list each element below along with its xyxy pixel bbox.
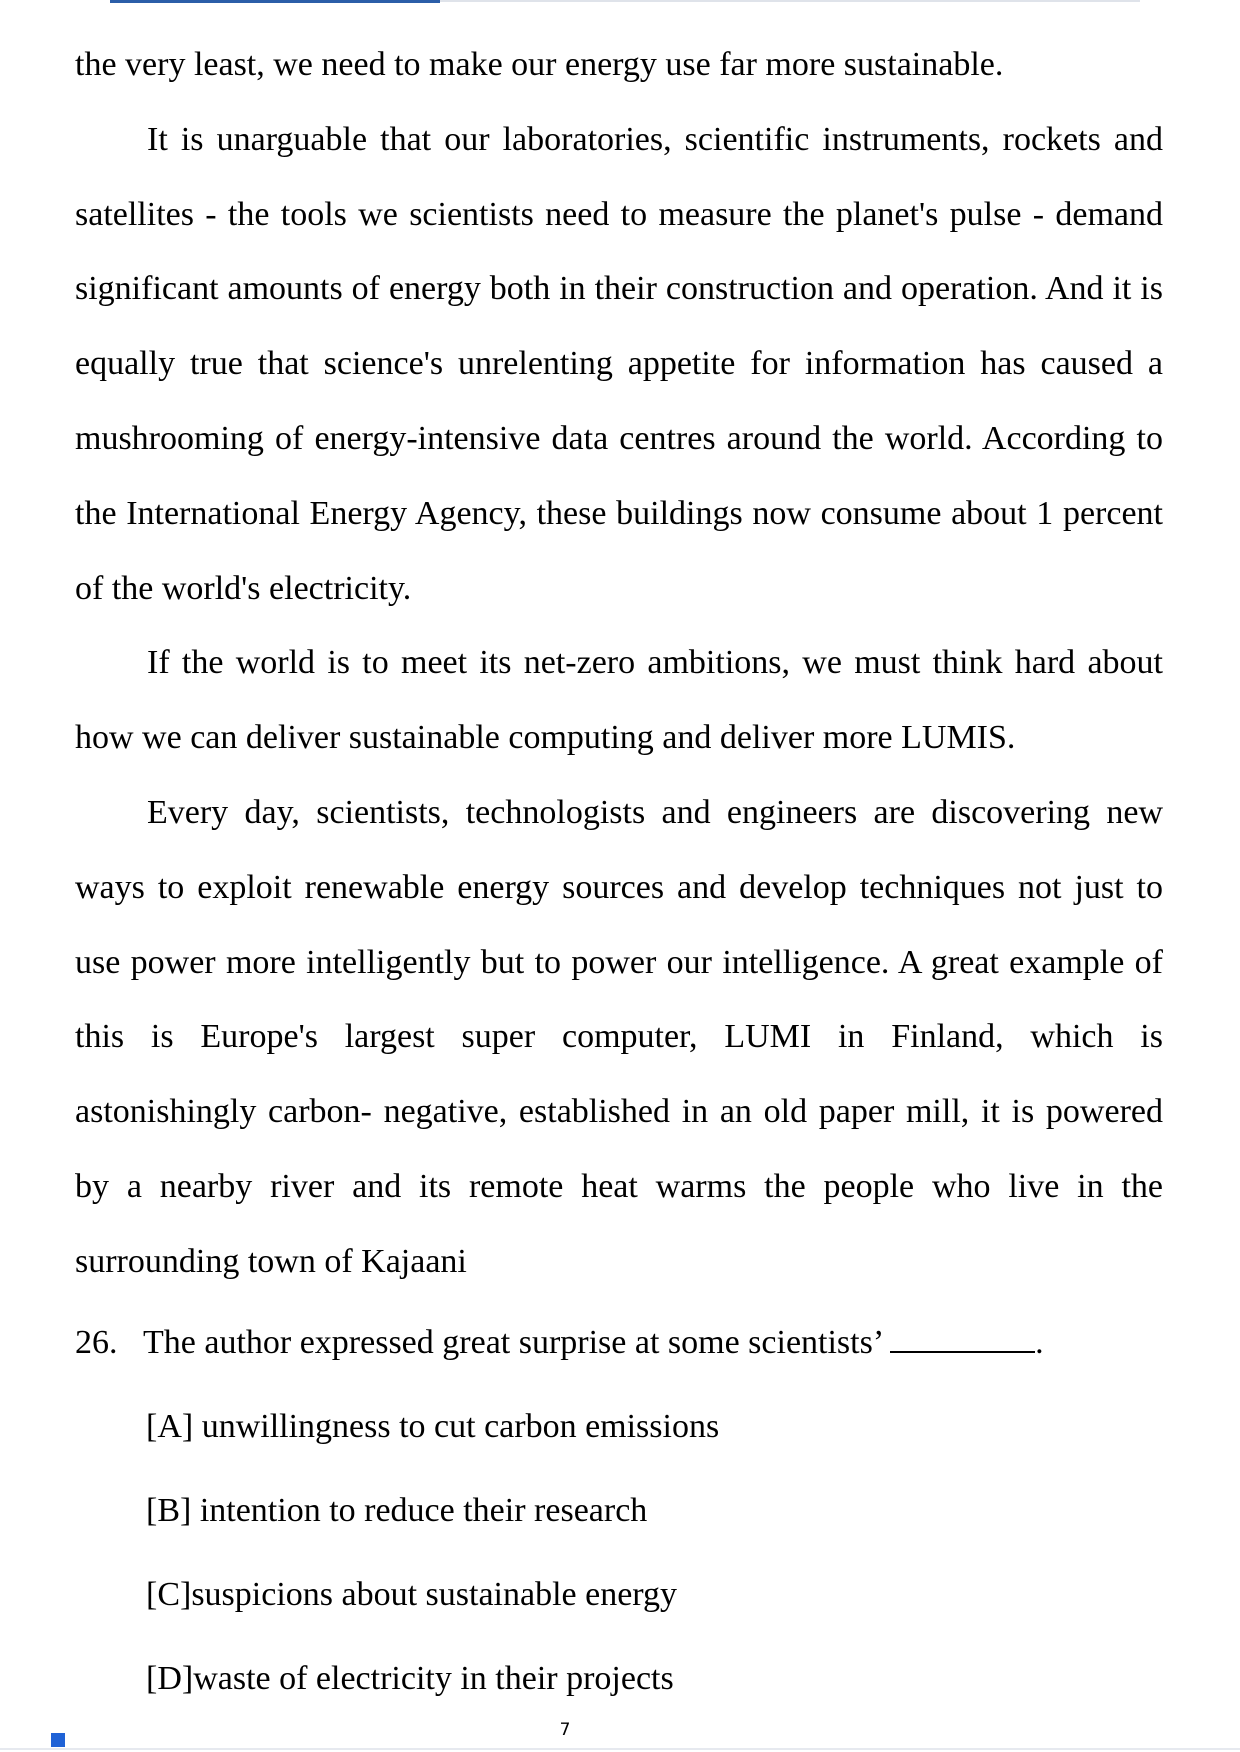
question-26 xyxy=(75,1318,1044,1368)
answer-blank xyxy=(890,1321,1035,1353)
option-c[interactable]: [C]suspicions about sustainable energy xyxy=(146,1576,678,1613)
page-number: 7 xyxy=(559,1720,571,1740)
passage-paragraph: If the world is to meet its net-zero ambitions, we must think hard about how we can deliver sustainable computing and deliver more LUMIS. xyxy=(75,644,1163,757)
bottom-divider xyxy=(0,1748,1240,1750)
option-a[interactable]: [A] unwillingness to cut carbon emissions xyxy=(146,1408,720,1445)
question-number: 26. xyxy=(75,1324,118,1361)
passage xyxy=(75,28,1163,1300)
top-accent-bar xyxy=(110,0,440,3)
passage-paragraph: Every day, scientists, technologists and engineers are discovering new ways to exploit renewable energy sources and develop techniques not just to use power more intelligently but to power our intelligence. A great example of this is Europe's largest super computer, LUMI in Finland, which is astonishingly carbon- negative, established in an old paper mill, it is powered by a nearby river and its remote heat warms the people who live in the surrounding town of Kajaani xyxy=(75,793,1163,1280)
option-d[interactable]: [D]waste of electricity in their projects xyxy=(146,1660,674,1697)
option-b[interactable]: [B] intention to reduce their research xyxy=(146,1492,648,1529)
answer-options xyxy=(146,1402,719,1738)
question-end: . xyxy=(1035,1324,1044,1361)
passage-paragraph: the very least, we need to make our energy use far more sustainable. xyxy=(75,46,1004,83)
corner-square-icon xyxy=(51,1733,65,1747)
passage-paragraph: It is unarguable that our laboratories, scientific instruments, rockets and satellites - the tools we scientists need to measure the planet's pulse - demand significant amounts of energy both in their construction and operation. And it is equally true that science's unrelenting appetite for information has caused a mushrooming of energy-intensive data centres around the world. According to the International Energy Agency, these buildings now consume about 1 percent of the world's electricity. xyxy=(75,120,1163,607)
question-stem: The author expressed great surprise at some scientists’ xyxy=(143,1324,885,1361)
